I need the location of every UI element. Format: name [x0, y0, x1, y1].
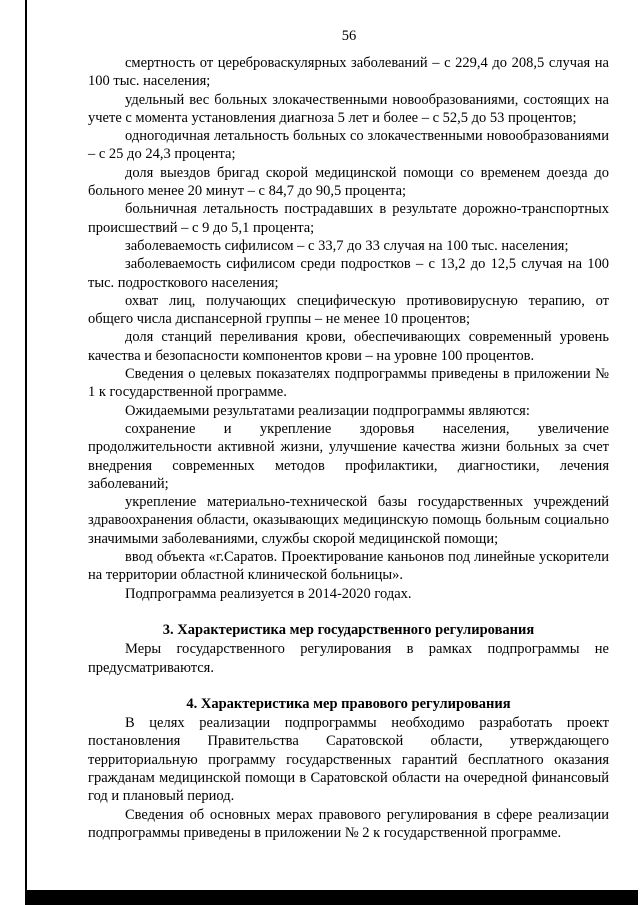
paragraph: Ожидаемыми результатами реализации подпрограммы являются:: [125, 402, 530, 419]
paragraph: одногодичная летальность больных со злокачественными новообразованиями – с 25 до 24,3 процента;: [88, 128, 609, 163]
paragraph: Сведения о целевых показателях подпрограммы приведены в приложении № 1 к государственной программе.: [88, 366, 609, 401]
section-heading-3: 3. Характеристика мер государственного регулирования: [162, 621, 535, 638]
paragraph: доля станций переливания крови, обеспечивающих современный уровень качества и безопасности компонентов крови – на уровне 100 процентов.: [88, 329, 609, 364]
paragraph: заболеваемость сифилисом среди подростков – с 13,2 до 12,5 случая на 100 тыс. подросткового населения;: [88, 256, 609, 291]
paragraph: Подпрограмма реализуется в 2014-2020 годах.: [125, 585, 412, 602]
scan-bottom-bar: [25, 890, 638, 905]
paragraph: укрепление материально-технической базы государственных учреждений здравоохранения области, оказывающих медицинскую помощь больным социально значимыми заболеваниями, службы скорой медицинской помощи;: [88, 494, 609, 547]
document-body: [88, 54, 609, 842]
page-number: 56: [341, 28, 357, 44]
paragraph: доля выездов бригад скорой медицинской помощи со временем доезда до больного менее 20 минут – с 84,7 до 90,5 процента;: [88, 164, 609, 200]
section-heading-4: 4. Характеристика мер правового регулирования: [186, 695, 511, 712]
paragraph: заболеваемость сифилисом – с 33,7 до 33 случая на 100 тыс. населения;: [125, 237, 569, 254]
paragraph: Сведения об основных мерах правового регулирования в сфере реализации подпрограммы приведены в приложении № 2 к государственной программе.: [88, 806, 609, 841]
scan-left-edge-line: [25, 0, 27, 905]
paragraph: удельный вес больных злокачественными новообразованиями, состоящих на учете с момента установления диагноза 5 лет и более – с 52,5 до 53 процентов;: [88, 91, 609, 126]
paragraph: Меры государственного регулирования в рамках подпрограммы не предусматриваются.: [88, 641, 609, 676]
paragraph: больничная летальность пострадавших в результате дорожно-транспортных происшествий – с 9 до 5,1 процента;: [88, 201, 609, 236]
paragraph: охват лиц, получающих специфическую противовирусную терапию, от общего числа диспансерной группы – не менее 10 процентов;: [88, 292, 609, 328]
paragraph: ввод объекта «г.Саратов. Проектирование каньонов под линейные ускорители на территории областной клинической больницы».: [88, 549, 609, 584]
paragraph: смертность от цереброваскулярных заболеваний – с 229,4 до 208,5 случая на 100 тыс. населения;: [88, 55, 609, 90]
paragraph: сохранение и укрепление здоровья населения, увеличение продолжительности активной жизни, улучшение качества жизни больных за счет внедрения современных методов профилактики, диагностики, лечения заболеваний;: [88, 420, 609, 492]
paragraph: В целях реализации подпрограммы необходимо разработать проект постановления Правительства Саратовской области, утверждающего территориальную программу государственных гарантий бесплатного оказания гражданам медицинской помощи в Саратовской области на очередной финансовый год и плановый период.: [88, 715, 609, 805]
